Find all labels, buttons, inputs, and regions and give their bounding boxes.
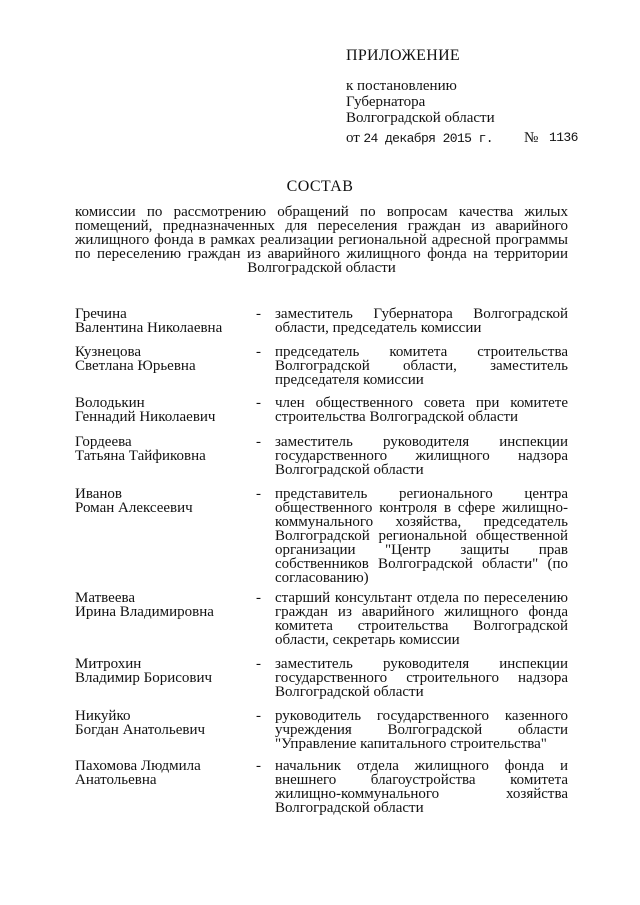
member-name — [75, 487, 255, 515]
member-given-name: Геннадий Николаевич — [75, 409, 216, 425]
member-dash: - — [256, 434, 261, 450]
appendix-region: Волгоградской области — [346, 110, 495, 126]
member-given-name: Анатольевна — [75, 772, 157, 788]
document-title: СОСТАВ — [286, 178, 354, 195]
member-role: председатель комитета строительства Волгоградской области, заместитель председателя комиссии — [275, 344, 568, 388]
date-prefix: от — [346, 130, 360, 146]
member-given-name: Богдан Анатольевич — [75, 722, 206, 738]
member-role: представитель регионального центра общественного контроля в сфере жилищно-коммунального хозяйства, председатель Волгоградской региональной общественной организации "Центр защиты прав собственников Волгоградской области" (по согласованию) — [275, 486, 568, 586]
member-given-name: Владимир Борисович — [75, 670, 213, 686]
member-surname: Митрохин — [75, 656, 142, 672]
member-dash: - — [256, 758, 261, 774]
member-role: старший консультант отдела по переселению граждан из аварийного жилищного фонда комитета строительства Волгоградской области, секретарь комиссии — [275, 590, 568, 648]
member-dash: - — [256, 486, 261, 502]
document-subtitle: комиссии по рассмотрению обращений по вопросам качества жилых помещений, предназначенных для переселения граждан из аварийного жилищного фонда в рамках реализации региональной адресной программы по переселению граждан из аварийного жилищного фонда на территории Волгоградской области — [75, 204, 568, 276]
member-name — [75, 435, 255, 463]
member-dash: - — [256, 344, 261, 360]
member-given-name: Светлана Юрьевна — [75, 358, 196, 374]
member-name — [75, 307, 255, 335]
member-role: руководитель государственного казенного учреждения Волгоградской области "Управление капитального строительства" — [275, 708, 568, 752]
member-given-name: Валентина Николаевна — [75, 320, 223, 336]
member-role: заместитель Губернатора Волгоградской области, председатель комиссии — [275, 306, 568, 336]
member-dash: - — [256, 395, 261, 411]
member-dash: - — [256, 590, 261, 606]
member-surname: Володькин — [75, 395, 145, 411]
member-given-name: Роман Алексеевич — [75, 500, 193, 516]
member-dash: - — [256, 306, 261, 322]
appendix-number: 1136 — [549, 130, 578, 145]
member-role: заместитель руководителя инспекции государственного строительного надзора Волгоградской области — [275, 656, 568, 700]
member-name — [75, 657, 255, 685]
member-surname: Иванов — [75, 486, 122, 502]
member-role: заместитель руководителя инспекции государственного жилищного надзора Волгоградской области — [275, 434, 568, 478]
member-role: начальник отдела жилищного фонда и внешнего благоустройства комитета жилищно-коммунального хозяйства Волгоградской области — [275, 758, 568, 816]
member-surname: Гречина — [75, 306, 127, 322]
appendix-date: 24 декабря 2015 г. — [363, 131, 493, 146]
member-surname: Никуйко — [75, 708, 131, 724]
member-surname: Пахомова Людмила — [75, 758, 201, 774]
member-name — [75, 396, 255, 424]
member-name — [75, 759, 255, 787]
appendix-to: к постановлению — [346, 78, 457, 94]
member-dash: - — [256, 708, 261, 724]
member-surname: Матвеева — [75, 590, 136, 606]
member-name — [75, 591, 255, 619]
appendix-title: ПРИЛОЖЕНИЕ — [346, 47, 461, 64]
member-given-name: Ирина Владимировна — [75, 604, 214, 620]
member-name — [75, 345, 255, 373]
member-surname: Гордеева — [75, 434, 132, 450]
member-surname: Кузнецова — [75, 344, 142, 360]
member-name — [75, 709, 255, 737]
appendix-issuer: Губернатора — [346, 94, 426, 110]
member-given-name: Татьяна Тайфиковна — [75, 448, 206, 464]
number-sign: № — [524, 130, 539, 146]
member-role: член общественного совета при комитете строительства Волгоградской области — [275, 395, 568, 425]
member-dash: - — [256, 656, 261, 672]
